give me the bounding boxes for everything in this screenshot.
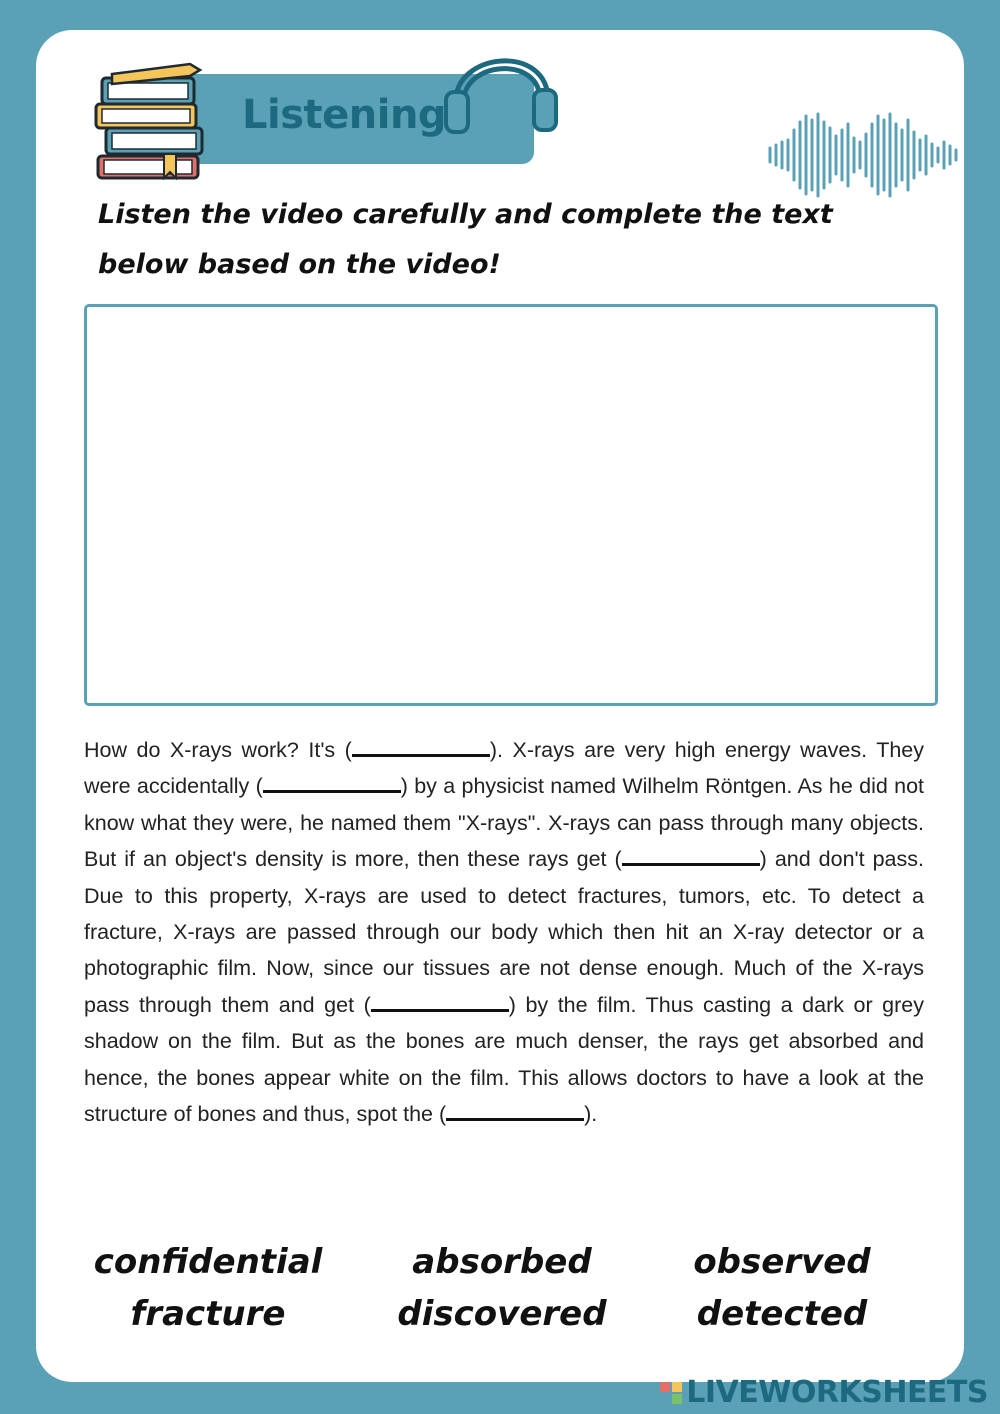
answer-blank-5[interactable] (446, 1098, 584, 1121)
word-bank-item: observed (693, 1242, 871, 1282)
passage-segment: ) and don't pass. Due to this property, X-rays are used to detect fractures, tumors, etc. To detect a fracture, X-rays are passed through our body which then hit an X-ray detector or a photographic film. Now, since our tissues are not dense enough. Much of the X-rays pass through them and get ( (84, 847, 924, 1017)
passage-segment: ) by a physicist named Wilhelm Röntgen. As he did not know what they were, he named them "X-rays". X-rays can pass through many objects. But if an object's density is more, then these rays get ( (84, 774, 925, 872)
answer-blank-3[interactable] (622, 843, 760, 866)
word-bank-item: fracture (130, 1294, 286, 1334)
answer-blank-1[interactable] (352, 734, 490, 757)
brand-name: LIVEWORKSHEETS (686, 1375, 988, 1410)
word-bank (86, 1242, 886, 1352)
liveworksheets-logo[interactable] (660, 1375, 988, 1410)
answer-blank-2[interactable] (263, 770, 401, 793)
worksheet-page (36, 30, 964, 1382)
passage-segment: How do X-rays work? It's ( (84, 738, 352, 762)
instruction-text: Listen the video carefully and complete the text below based on the video! (98, 199, 833, 280)
word-bank-item: absorbed (412, 1242, 592, 1282)
passage-segment: ) by the film. Thus casting a dark or grey shadow on the film. But as the bones are much denser, the rays get absorbed and hence, the bones appear white on the film. This allows doctors to have a look at the structure of bones and thus, spot the ( (84, 992, 925, 1127)
passage-segment: ). (584, 1102, 598, 1127)
answer-blank-4[interactable] (371, 989, 509, 1012)
soundwave-icon (766, 110, 964, 200)
word-bank-item: detected (696, 1294, 868, 1334)
logo-mark-icon (660, 1382, 682, 1404)
books-icon (92, 46, 212, 186)
page-title: Listening (242, 92, 447, 138)
headphones-icon (436, 32, 566, 142)
word-bank-item: discovered (397, 1294, 607, 1334)
video-player[interactable] (84, 304, 938, 706)
cloze-passage (84, 732, 924, 1132)
passage-segment: ). X-rays are very high energy waves. They were accidentally ( (84, 738, 924, 799)
word-bank-item: confidential (93, 1242, 323, 1282)
